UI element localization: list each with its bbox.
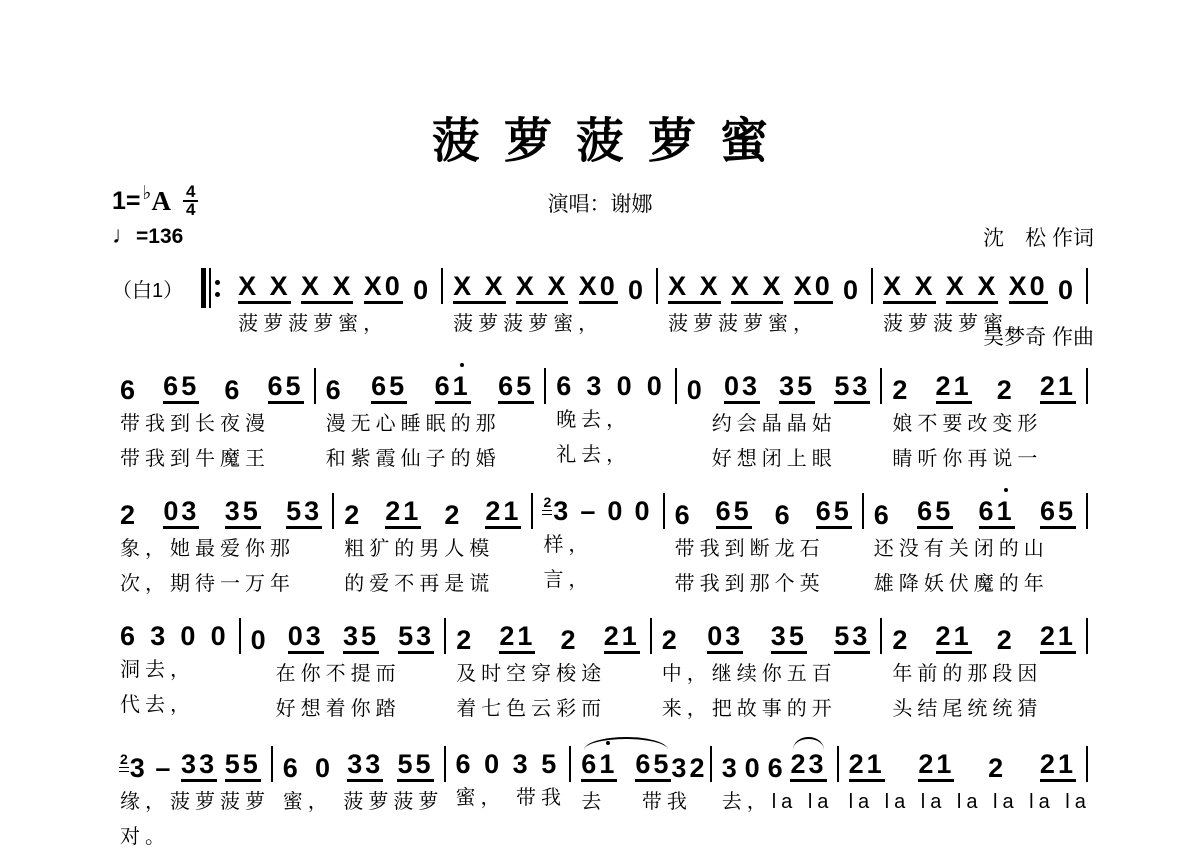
note: 35 (771, 622, 807, 654)
note: 21 (604, 622, 640, 654)
barline (271, 746, 273, 782)
lyric-row: 还没有关闭的山 (873, 538, 1049, 560)
lyric-row: 漫无心睡眠的那 (325, 413, 501, 435)
key-signature (112, 184, 198, 218)
beat-note: X0 (1009, 272, 1048, 304)
lyric-row: 样， (543, 534, 594, 556)
barline (710, 746, 712, 782)
barline (239, 618, 241, 654)
note: – (580, 496, 599, 526)
lyric-row: 言， (543, 569, 594, 591)
beat-note: X X (946, 272, 999, 304)
measure (112, 360, 312, 474)
note: 0 (686, 375, 705, 405)
lyric-row: 及时空穿梭途 (456, 663, 607, 685)
note: 21 (918, 750, 954, 782)
score-line-5 (112, 738, 1090, 850)
measure (336, 485, 529, 599)
note: 0 (634, 496, 653, 526)
note: 3 (721, 753, 740, 783)
beat-note: X X (731, 272, 784, 304)
notes-row (456, 610, 640, 654)
note: 03 (288, 622, 324, 654)
note: 0 (744, 753, 763, 783)
lyric-row: 好想着你踏 (250, 698, 401, 720)
barline (1086, 268, 1088, 304)
lyric-row: 晚去， (556, 409, 632, 431)
note: – (155, 753, 174, 783)
note: 03 (707, 622, 743, 654)
measure (884, 360, 1084, 474)
barline (1086, 746, 1088, 782)
barline (1086, 368, 1088, 404)
note: 55 (397, 750, 433, 782)
note: 2 (892, 375, 911, 405)
note: 6 (120, 375, 139, 405)
section-label: （白1） (112, 280, 184, 302)
note: 0 (1057, 275, 1076, 305)
note: 3 (586, 371, 605, 401)
note: 0 (210, 621, 229, 651)
note: 6 (224, 375, 243, 405)
notes-row (344, 485, 521, 529)
beat-note: X X (238, 272, 291, 304)
tempo-value: =136 (136, 225, 184, 248)
time-signature-denominator: 4 (185, 200, 196, 219)
barline (871, 268, 873, 304)
lyric-row: 中，继续你五百 (661, 663, 837, 685)
note: 3 (150, 621, 169, 651)
notes-row (456, 738, 560, 778)
lyric-row: 去 带我 (581, 791, 692, 813)
note: 21 (936, 372, 972, 404)
flat-sign-icon: ♭ (142, 182, 152, 204)
measure (112, 485, 330, 599)
note: 55 (225, 750, 261, 782)
note: 53 (834, 622, 870, 654)
notes-row (543, 485, 652, 525)
note: 3 (671, 753, 690, 783)
note: 2 (892, 625, 911, 655)
measure (660, 260, 869, 339)
measure (875, 260, 1084, 339)
barline (656, 268, 658, 304)
time-signature (183, 184, 198, 218)
lyric-row: 带我到那个英 (674, 573, 825, 595)
measure (230, 260, 439, 339)
notes-row (581, 738, 708, 783)
lyric-row: 和紫霞仙子的婚 (325, 448, 501, 470)
barline (444, 746, 446, 782)
note: 65 (635, 750, 671, 782)
note: 61 (435, 372, 471, 404)
barline (675, 368, 677, 404)
note: 03 (163, 497, 199, 529)
note: 6 (774, 500, 793, 530)
notes-row (874, 485, 1076, 529)
note: 0 (628, 275, 647, 305)
notes-row (687, 360, 871, 404)
notes-row (668, 260, 861, 304)
note: 33 (181, 750, 217, 782)
lyric-row: 在你不提而 (250, 663, 401, 685)
note: 0 (180, 621, 199, 651)
note: 6 (120, 621, 139, 651)
notes-row (283, 738, 434, 782)
high-octave-note: 1 (996, 496, 1015, 526)
note: 0 (315, 753, 334, 783)
lyric-row: 去，la la (721, 791, 834, 813)
note: 21 (1040, 372, 1076, 404)
lyric-row: 约会晶晶姑 (686, 413, 837, 435)
beat-note: X X (301, 272, 354, 304)
grace-note: 2 (543, 494, 552, 510)
note: 61 (979, 497, 1015, 529)
beat-note: X X (516, 272, 569, 304)
time-signature-numerator: 4 (183, 184, 198, 202)
lyric-row: 蜜， 带我 (455, 787, 567, 809)
notes-row (326, 360, 535, 404)
lyric-row: 来，把故事的开 (661, 698, 837, 720)
note: 65 (371, 372, 407, 404)
high-octave-note: 1 (599, 749, 618, 779)
note: 2 (120, 500, 139, 530)
note: 65 (1040, 497, 1076, 529)
lyric-row: 的爱不再是谎 (344, 573, 495, 595)
barline (531, 493, 533, 529)
note: 33 (347, 750, 383, 782)
slur-group (790, 750, 826, 782)
notes-row (883, 260, 1076, 304)
note: 6 (873, 500, 892, 530)
barline (862, 493, 864, 529)
beat-note: X0 (794, 272, 833, 304)
note: 35 (343, 622, 379, 654)
measure (548, 360, 673, 470)
score-line-3 (112, 485, 1090, 599)
note: 0 (413, 275, 432, 305)
score-line-4 (112, 610, 1090, 724)
measure (714, 738, 835, 817)
note: 2 (996, 625, 1015, 655)
measure (654, 610, 879, 724)
note: 53 (834, 372, 870, 404)
notes-row (849, 738, 1076, 782)
note: 21 (936, 622, 972, 654)
note: 21 (485, 497, 521, 529)
note: 6 (556, 371, 575, 401)
note: 21 (849, 750, 885, 782)
note: 2 (996, 375, 1015, 405)
notes-row (556, 360, 665, 400)
notes-row (675, 485, 852, 529)
notes-row (892, 610, 1076, 654)
tempo-mark (112, 222, 183, 250)
barline (332, 493, 334, 529)
beat-note: X X (668, 272, 721, 304)
lyric-row: 带我到牛魔王 (120, 448, 270, 470)
barline (1086, 618, 1088, 654)
note: 61 (581, 750, 617, 782)
note: 21 (1040, 622, 1076, 654)
note: 21 (499, 622, 535, 654)
note: 2 (444, 500, 463, 530)
note: 03 (724, 372, 760, 404)
notes-row (120, 360, 304, 404)
key-letter: A (151, 185, 171, 216)
lyric-row: 代去， (120, 694, 195, 716)
lyric-row: 年前的那段因 (892, 663, 1043, 685)
repeat-begin-sign (201, 268, 220, 308)
score-line-2 (112, 360, 1090, 474)
measure (448, 610, 648, 724)
barline (650, 618, 652, 654)
beat-note: X0 (579, 272, 618, 304)
lyric-row: 菠萝菠萝蜜。 (883, 313, 1034, 335)
barline (837, 746, 839, 782)
lyric-row: 菠萝菠萝蜜， (453, 313, 604, 335)
note: 3 (512, 749, 531, 779)
note: 35 (225, 497, 261, 529)
song-title: 菠萝菠萝蜜 (431, 115, 792, 168)
beat-note: X0 (364, 272, 403, 304)
barline (569, 746, 571, 782)
barline (880, 618, 882, 654)
measure (445, 260, 654, 339)
lyric-row: 着七色云彩而 (456, 698, 607, 720)
lyric-row: 次，期待一万年 (120, 573, 295, 595)
measure (884, 610, 1084, 724)
lyric-row: 娘不要改变形 (892, 413, 1043, 435)
lyric-row: 粗犷的男人模 (344, 538, 495, 560)
notes-row (120, 485, 322, 529)
notes-row (120, 610, 229, 650)
lyric-row: 对。 (120, 826, 170, 848)
note: 0 (250, 625, 269, 655)
note: 23 (790, 750, 826, 782)
note: 65 (716, 497, 752, 529)
note: 6 (282, 753, 301, 783)
measure (243, 610, 443, 724)
note: 53 (398, 622, 434, 654)
note: 65 (163, 372, 199, 404)
lyric-row: 菠萝菠萝蜜， (668, 313, 819, 335)
notes-row (238, 260, 431, 304)
slur-group (581, 750, 671, 782)
note: 2 (456, 625, 475, 655)
lyric-row: 好想闭上眼 (686, 448, 837, 470)
measure (841, 738, 1091, 817)
note: 0 (843, 275, 862, 305)
note: 6 (767, 753, 786, 783)
measure (318, 360, 543, 474)
lyric-row: 缘，菠萝菠萝 (120, 791, 270, 813)
beat-note: X X (883, 272, 936, 304)
note: 53 (286, 497, 322, 529)
note: 2 (560, 625, 579, 655)
note: 6 (455, 749, 474, 779)
note: 0 (484, 749, 503, 779)
quarter-note-icon: ♩ (112, 222, 136, 249)
note: 6 (674, 500, 693, 530)
notes-row (892, 360, 1076, 404)
measure (679, 360, 879, 474)
note: 2 (689, 753, 708, 783)
measure (667, 485, 860, 599)
lyric-row: 雄降妖伏魔的年 (873, 573, 1049, 595)
measure (866, 485, 1084, 599)
measure (275, 738, 442, 817)
barline (314, 368, 316, 404)
notes-row (662, 610, 871, 654)
note: 65 (917, 497, 953, 529)
notes-row (453, 260, 646, 304)
note: 35 (779, 372, 815, 404)
measure (535, 485, 660, 595)
singer-line: 演唱：谢娜 (547, 193, 653, 216)
high-octave-note: 1 (452, 371, 471, 401)
barline (444, 618, 446, 654)
note: 23 (543, 494, 572, 526)
key-prefix: 1= (112, 186, 141, 215)
note: 2 (988, 753, 1007, 783)
lyric-row: 睛听你再说一 (892, 448, 1043, 470)
notes-row (251, 610, 435, 654)
lyricist-credit: 沈 松 作词 (983, 227, 1094, 250)
barline (1086, 493, 1088, 529)
lyric-row: 带我到长夜漫 (120, 413, 270, 435)
note: 2 (344, 500, 363, 530)
note: 65 (498, 372, 534, 404)
note: 21 (385, 497, 421, 529)
note: 5 (541, 749, 560, 779)
note: 0 (607, 496, 626, 526)
grace-note: 2 (120, 751, 128, 767)
barline (544, 368, 546, 404)
lyric-row: 头结尾统统猜 (892, 698, 1043, 720)
lyric-row: 菠萝菠萝蜜， (238, 313, 389, 335)
measure (112, 738, 269, 850)
note: 23 (120, 751, 148, 783)
lyric-row: 洞去， (120, 659, 195, 681)
composer-credit: 吴梦奇 作曲 (983, 326, 1094, 349)
measure (448, 738, 568, 813)
lyric-row: 带我到断龙石 (674, 538, 825, 560)
notes-row (120, 738, 261, 782)
barline (441, 268, 443, 304)
note: 65 (816, 497, 852, 529)
score-line-1 (112, 260, 1090, 339)
lyric-row: 蜜， 菠萝菠萝 (282, 791, 444, 813)
beat-note: X X (453, 272, 506, 304)
note: 21 (1040, 750, 1076, 782)
barline (880, 368, 882, 404)
lyric-row: la la la la la la la (848, 791, 1091, 813)
measure (573, 738, 707, 817)
note: 0 (616, 371, 635, 401)
note: 0 (646, 371, 665, 401)
notes-row (722, 738, 827, 782)
measure (112, 610, 237, 720)
lyric-row: 礼去， (556, 444, 632, 466)
barline (663, 493, 665, 529)
note: 65 (268, 372, 304, 404)
lyric-row: 象，她最爱你那 (120, 538, 295, 560)
note: 2 (661, 625, 680, 655)
note: 6 (325, 375, 344, 405)
